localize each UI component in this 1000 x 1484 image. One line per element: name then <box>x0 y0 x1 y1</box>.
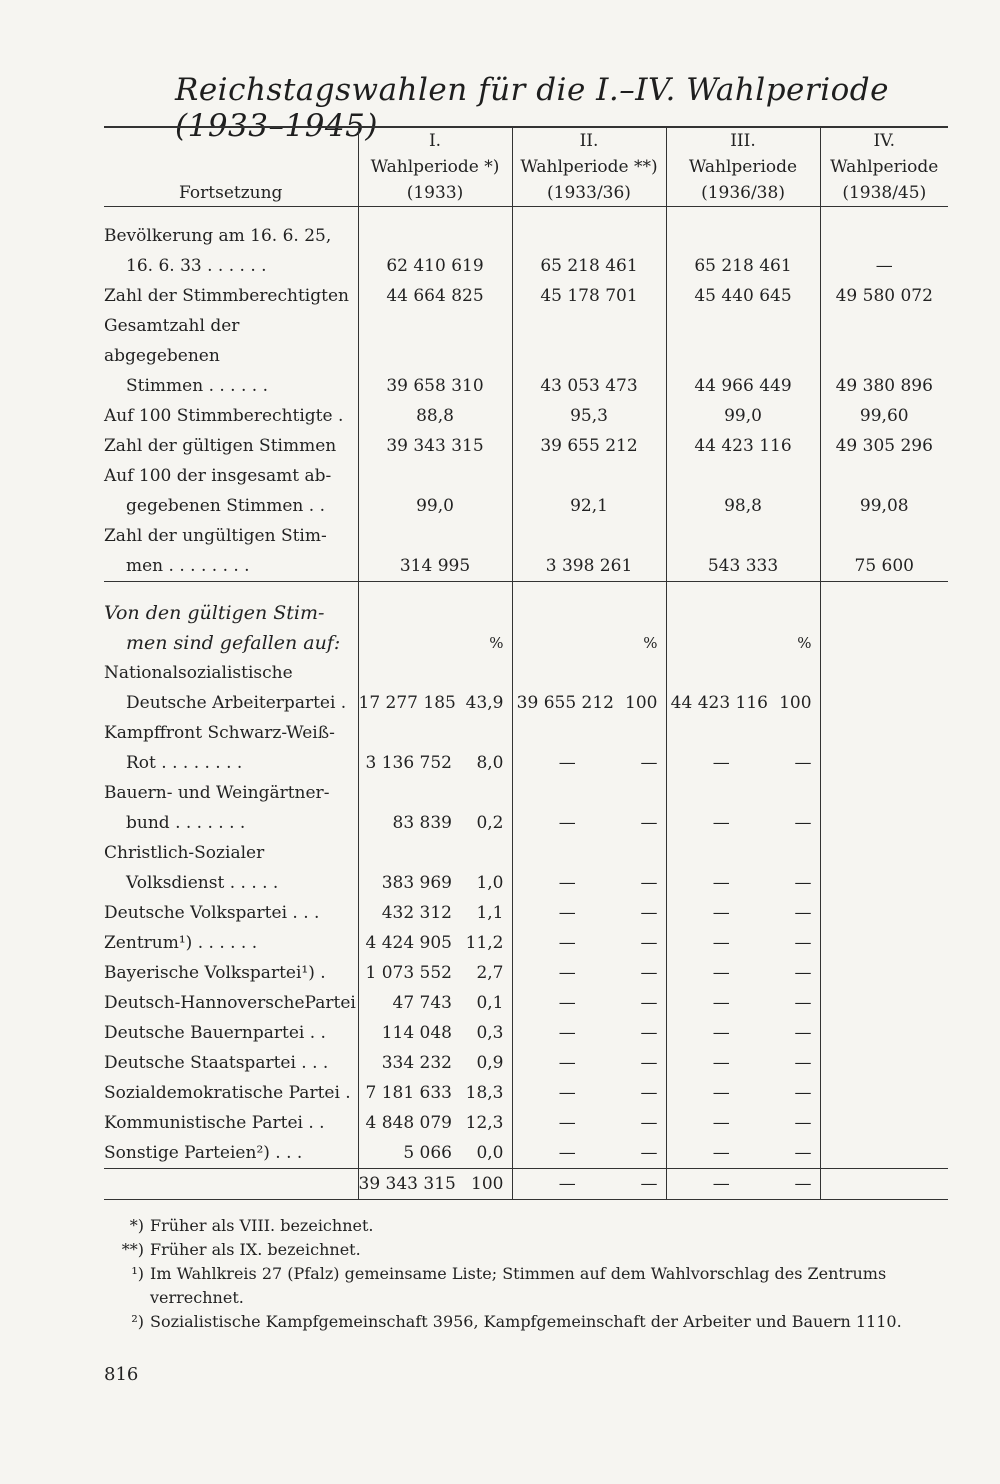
stat-label-line: Auf 100 der insgesamt ab- <box>104 466 332 486</box>
stat-row <box>104 311 948 401</box>
footnote <box>104 1310 954 1334</box>
party-votes: — <box>666 988 776 1018</box>
page-title: Reichstagswahlen für die I.–IV. Wahlperiode (1933–1945) <box>175 72 889 144</box>
stat-value: 44 664 825 <box>358 281 512 311</box>
party-percent: 100 <box>779 693 812 713</box>
header-period-3 <box>666 127 820 207</box>
stat-label-line: Zahl der Stimmberechtigten <box>104 286 349 306</box>
empty-cell <box>820 1018 948 1048</box>
party-percent: — <box>794 1053 812 1073</box>
section-header-row <box>104 582 948 659</box>
period-years: (1933/36) <box>547 183 631 203</box>
party-percent: — <box>640 1143 658 1163</box>
party-votes: — <box>512 928 622 958</box>
empty-cell <box>820 1138 948 1169</box>
period-years: (1933) <box>406 183 464 203</box>
stat-label-line: Zahl der ungültigen Stim- <box>104 526 327 546</box>
party-percent: — <box>640 1053 658 1073</box>
party-label-line: bund . . . . . . . <box>126 813 246 833</box>
stat-value: 39 343 315 <box>358 431 512 461</box>
stat-row <box>104 431 948 461</box>
party-votes: 432 312 <box>358 898 460 928</box>
stats-section <box>104 207 948 582</box>
party-row <box>104 988 948 1018</box>
party-votes: 4 424 905 <box>358 928 460 958</box>
party-votes: 114 048 <box>358 1018 460 1048</box>
party-votes: — <box>666 1138 776 1169</box>
total-votes: 39 343 315 <box>358 1169 460 1200</box>
party-label-line: Volksdienst . . . . . <box>126 873 279 893</box>
header-period-4 <box>820 127 948 207</box>
party-label <box>104 928 358 958</box>
party-label <box>104 838 358 898</box>
party-percent: 11,2 <box>465 933 504 953</box>
party-votes: 47 743 <box>358 988 460 1018</box>
party-section <box>104 582 948 1169</box>
election-table <box>104 126 948 1200</box>
party-percent: — <box>794 1083 812 1103</box>
party-percent: — <box>794 963 812 983</box>
party-row <box>104 1078 948 1108</box>
stat-label <box>104 311 358 401</box>
header-row <box>104 127 948 207</box>
stat-label <box>104 401 358 431</box>
party-percent: 2,7 <box>476 963 504 983</box>
party-row <box>104 718 948 778</box>
stat-label-line: Bevölkerung am 16. 6. 25, <box>104 226 332 246</box>
party-percent: 0,3 <box>476 1023 504 1043</box>
party-votes: — <box>666 958 776 988</box>
party-percent: 18,3 <box>465 1083 504 1103</box>
stat-label-line: Gesamtzahl der abgegebenen <box>104 316 240 366</box>
total-percent: — <box>640 1174 658 1194</box>
party-votes: — <box>666 718 776 778</box>
party-percent: — <box>640 963 658 983</box>
party-label <box>104 958 358 988</box>
party-label <box>104 898 358 928</box>
page-number: 816 <box>104 1364 139 1385</box>
period-name: Wahlperiode *) <box>370 157 500 177</box>
party-label <box>104 1078 358 1108</box>
party-percent: 0,2 <box>476 813 504 833</box>
stat-value: 314 995 <box>358 521 512 582</box>
empty-cell <box>820 1078 948 1108</box>
party-label-line: Kommunistische Partei . . <box>104 1113 325 1133</box>
party-votes: — <box>512 1018 622 1048</box>
party-row <box>104 778 948 838</box>
stat-label-line: 16. 6. 33 . . . . . . <box>126 256 267 276</box>
stat-row <box>104 461 948 521</box>
stat-value: 45 440 645 <box>666 281 820 311</box>
footnote-text: Sozialistische Kampfgemeinschaft 3956, Kampfgemeinschaft der Arbeiter und Bauern 1110. <box>150 1312 902 1331</box>
party-row <box>104 958 948 988</box>
party-percent: — <box>794 933 812 953</box>
period-numeral: II. <box>579 131 599 151</box>
party-votes: — <box>512 898 622 928</box>
stat-value: 88,8 <box>358 401 512 431</box>
party-label-line: Sozialdemokratische Partei . <box>104 1083 351 1103</box>
stat-value: 43 053 473 <box>512 311 666 401</box>
footnote <box>104 1238 954 1262</box>
party-label-line: Bauern- und Weingärtner- <box>104 783 330 803</box>
party-percent: — <box>794 993 812 1013</box>
percent-header: % <box>643 634 658 652</box>
party-percent: — <box>640 1083 658 1103</box>
footnote-text: Im Wahlkreis 27 (Pfalz) gemeinsame Liste; Stimmen auf dem Wahlvorschlag des Zentrums verrechnet. <box>150 1264 887 1307</box>
period-numeral: IV. <box>873 131 895 151</box>
party-percent: — <box>640 993 658 1013</box>
footnotes <box>104 1214 954 1334</box>
party-percent: — <box>640 933 658 953</box>
party-row <box>104 1018 948 1048</box>
footnote-text: Früher als VIII. bezeichnet. <box>150 1216 374 1235</box>
party-votes: — <box>666 1048 776 1078</box>
party-votes: — <box>666 1108 776 1138</box>
footnote <box>104 1214 954 1238</box>
party-label-line: Kampffront Schwarz-Weiß- <box>104 723 335 743</box>
party-label <box>104 1018 358 1048</box>
party-votes: 5 066 <box>358 1138 460 1169</box>
stat-value: 49 305 296 <box>820 431 948 461</box>
party-percent: 43,9 <box>465 693 504 713</box>
party-percent: 8,0 <box>476 753 504 773</box>
party-label-line: Deutsche Arbeiterpartei . <box>126 693 347 713</box>
party-label-line: Deutsche Staatspartei . . . <box>104 1053 329 1073</box>
footnote-text: Früher als IX. bezeichnet. <box>150 1240 361 1259</box>
party-votes: — <box>512 718 622 778</box>
empty-cell <box>820 928 948 958</box>
party-percent: — <box>640 903 658 923</box>
stat-value: 92,1 <box>512 461 666 521</box>
party-percent: — <box>640 753 658 773</box>
section-title <box>104 582 358 659</box>
header-first: Fortsetzung <box>179 183 283 203</box>
period-name: Wahlperiode <box>830 157 939 177</box>
party-label <box>104 1048 358 1078</box>
period-name: Wahlperiode <box>688 157 798 177</box>
stat-value: 65 218 461 <box>512 207 666 282</box>
party-votes: — <box>512 1078 622 1108</box>
party-votes: 39 655 212 <box>512 658 622 718</box>
stat-label <box>104 461 358 521</box>
party-percent: 1,0 <box>476 873 504 893</box>
total-section <box>104 1169 948 1200</box>
party-label <box>104 988 358 1018</box>
total-label <box>104 1169 358 1200</box>
party-row <box>104 658 948 718</box>
party-percent: — <box>794 873 812 893</box>
party-label-line: Deutsch-HannoverschePartei <box>104 993 356 1013</box>
party-votes: — <box>666 1078 776 1108</box>
party-label <box>104 1108 358 1138</box>
party-votes: — <box>666 928 776 958</box>
party-label-line: Deutsche Bauernpartei . . <box>104 1023 326 1043</box>
stat-label-line: Auf 100 Stimmberechtigte . <box>104 406 344 426</box>
party-votes: 83 839 <box>358 778 460 838</box>
empty-cell <box>820 988 948 1018</box>
party-percent: — <box>794 1143 812 1163</box>
stat-label <box>104 521 358 582</box>
stat-value: 98,8 <box>666 461 820 521</box>
party-percent: 100 <box>625 693 658 713</box>
party-votes: 334 232 <box>358 1048 460 1078</box>
party-percent: — <box>640 1113 658 1133</box>
party-percent: — <box>640 813 658 833</box>
party-percent: 0,1 <box>476 993 504 1013</box>
percent-header <box>666 582 776 659</box>
total-votes: — <box>666 1169 776 1200</box>
party-label <box>104 718 358 778</box>
party-votes: 44 423 116 <box>666 658 776 718</box>
party-percent: 1,1 <box>476 903 504 923</box>
empty-cell <box>820 1169 948 1200</box>
footnote-mark: ¹) <box>131 1264 144 1283</box>
stat-value: 99,60 <box>820 401 948 431</box>
empty-cell <box>820 1048 948 1078</box>
stat-row <box>104 401 948 431</box>
stat-value: 65 218 461 <box>666 207 820 282</box>
stat-value: 62 410 619 <box>358 207 512 282</box>
stat-row <box>104 281 948 311</box>
party-label-line: Christlich-Sozialer <box>104 843 265 863</box>
stat-value: 99,0 <box>666 401 820 431</box>
header-period-2 <box>512 127 666 207</box>
period-years: (1936/38) <box>701 183 785 203</box>
party-percent: 0,9 <box>476 1053 504 1073</box>
party-label-line: Bayerische Volkspartei¹) . <box>104 963 326 983</box>
empty-cell <box>820 958 948 988</box>
stat-value: 49 380 896 <box>820 311 948 401</box>
footnote-mark: ²) <box>131 1312 144 1331</box>
party-row <box>104 1108 948 1138</box>
stat-row <box>104 521 948 582</box>
stat-value: 44 423 116 <box>666 431 820 461</box>
party-votes: — <box>512 778 622 838</box>
percent-header: % <box>489 634 504 652</box>
party-label-line: Deutsche Volkspartei . . . <box>104 903 320 923</box>
stat-label-line: men . . . . . . . . <box>126 556 250 576</box>
party-votes: — <box>512 1108 622 1138</box>
percent-header <box>358 582 460 659</box>
party-votes: — <box>666 898 776 928</box>
party-row <box>104 1048 948 1078</box>
empty-cell <box>820 658 948 718</box>
empty-cell <box>820 898 948 928</box>
party-percent: — <box>640 1023 658 1043</box>
party-votes: 7 181 633 <box>358 1078 460 1108</box>
stat-row <box>104 207 948 282</box>
stat-value: — <box>820 207 948 282</box>
party-percent: — <box>794 1113 812 1133</box>
stat-label-line: Zahl der gültigen Stimmen <box>104 436 337 456</box>
party-row <box>104 1138 948 1169</box>
party-votes: — <box>666 1018 776 1048</box>
stat-label <box>104 431 358 461</box>
party-label-line: Zentrum¹) . . . . . . <box>104 933 258 953</box>
party-label-line: Nationalsozialistische <box>104 663 293 683</box>
party-percent: — <box>794 813 812 833</box>
total-votes: — <box>512 1169 622 1200</box>
period-numeral: I. <box>428 131 442 151</box>
party-label <box>104 658 358 718</box>
party-votes: — <box>512 1048 622 1078</box>
footnote-mark: **) <box>121 1240 144 1259</box>
section-title-line: Von den gültigen Stim- <box>104 602 325 624</box>
party-label-line: Sonstige Parteien²) . . . <box>104 1143 303 1163</box>
stat-value: 49 580 072 <box>820 281 948 311</box>
party-votes: — <box>666 838 776 898</box>
stat-label-line: gegebenen Stimmen . . <box>126 496 325 516</box>
percent-header: % <box>797 634 812 652</box>
empty-cell <box>820 838 948 898</box>
percent-header <box>820 582 948 659</box>
party-percent: 12,3 <box>465 1113 504 1133</box>
header-period-1 <box>358 127 512 207</box>
stat-value: 39 658 310 <box>358 311 512 401</box>
stat-value: 45 178 701 <box>512 281 666 311</box>
stat-value: 39 655 212 <box>512 431 666 461</box>
total-percent: — <box>794 1174 812 1194</box>
party-votes: — <box>512 838 622 898</box>
party-percent: 0,0 <box>476 1143 504 1163</box>
total-percent: 100 <box>471 1174 504 1194</box>
stat-value: 99,08 <box>820 461 948 521</box>
party-percent: — <box>640 873 658 893</box>
stat-label <box>104 207 358 282</box>
stat-value: 95,3 <box>512 401 666 431</box>
percent-header <box>512 582 622 659</box>
stat-value: 543 333 <box>666 521 820 582</box>
total-row <box>104 1169 948 1200</box>
period-name: Wahlperiode **) <box>520 157 658 177</box>
party-label-line: Rot . . . . . . . . <box>126 753 243 773</box>
party-votes: — <box>512 958 622 988</box>
party-votes: 1 073 552 <box>358 958 460 988</box>
party-votes: — <box>512 1138 622 1169</box>
party-votes: 4 848 079 <box>358 1108 460 1138</box>
party-row <box>104 838 948 898</box>
party-row <box>104 898 948 928</box>
footnote <box>104 1262 954 1310</box>
party-votes: 3 136 752 <box>358 718 460 778</box>
party-label <box>104 778 358 838</box>
empty-cell <box>820 718 948 778</box>
party-percent: — <box>794 1023 812 1043</box>
stat-value: 3 398 261 <box>512 521 666 582</box>
stat-value: 75 600 <box>820 521 948 582</box>
stat-label-line: Stimmen . . . . . . <box>126 376 269 396</box>
empty-cell <box>820 1108 948 1138</box>
party-percent: — <box>794 903 812 923</box>
stat-value: 44 966 449 <box>666 311 820 401</box>
empty-cell <box>820 778 948 838</box>
stat-value: 99,0 <box>358 461 512 521</box>
party-label <box>104 1138 358 1169</box>
section-title-line: men sind gefallen auf: <box>126 632 341 654</box>
party-percent: — <box>794 753 812 773</box>
party-votes: — <box>666 778 776 838</box>
party-votes: — <box>512 988 622 1018</box>
footnote-mark: *) <box>129 1216 144 1235</box>
period-numeral: III. <box>730 131 756 151</box>
stat-label <box>104 281 358 311</box>
period-years: (1938/45) <box>842 183 927 203</box>
party-votes: 17 277 185 <box>358 658 460 718</box>
party-votes: 383 969 <box>358 838 460 898</box>
party-row <box>104 928 948 958</box>
